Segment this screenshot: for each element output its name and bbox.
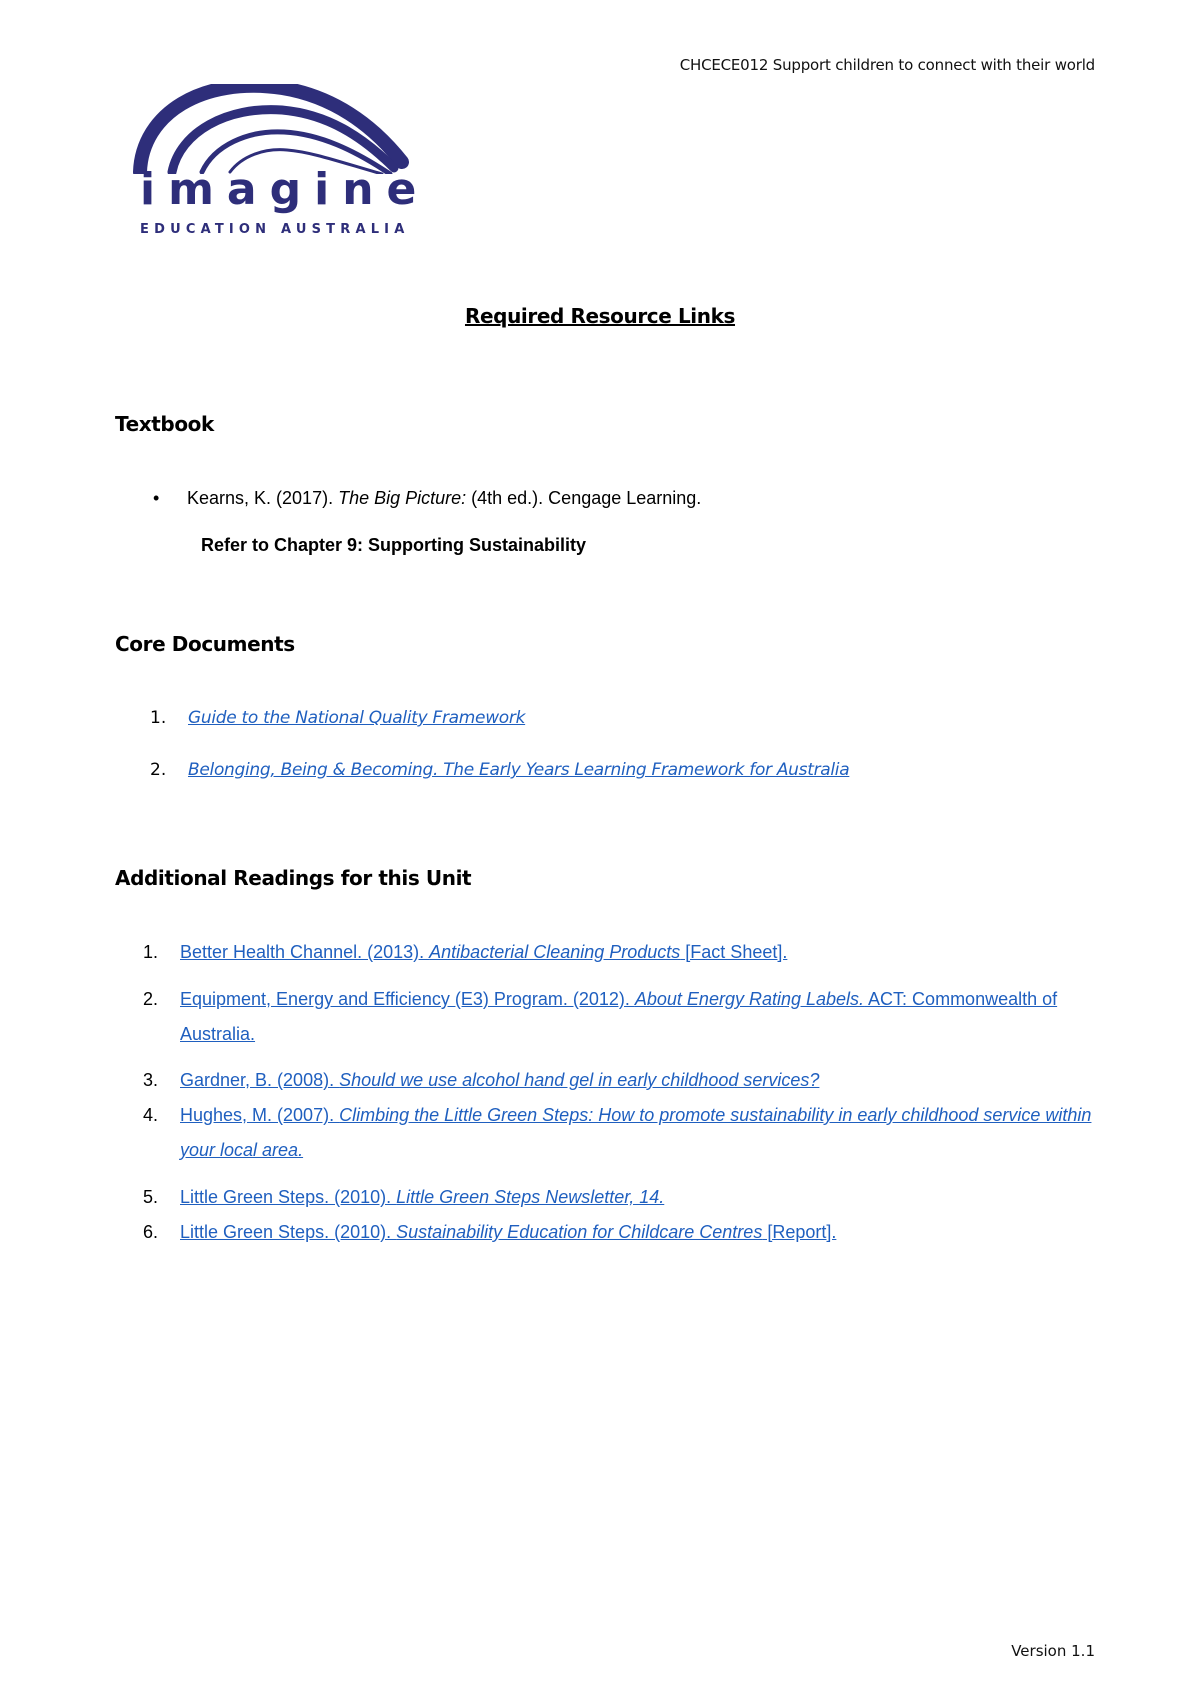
textbook-heading: Textbook <box>115 412 214 436</box>
bullet-icon: • <box>153 488 160 508</box>
list-number: 4. <box>143 1105 159 1125</box>
list-number: 3. <box>143 1070 159 1090</box>
list-number: 6. <box>143 1222 159 1242</box>
reading-link[interactable]: Little Green Steps. (2010). Sustainability Education for Childcare Centres [Report]. <box>180 1222 837 1242</box>
reading-link[interactable]: Gardner, B. (2008). Should we use alcohol hand gel in early childhood services? <box>180 1070 820 1090</box>
imagine-education-logo <box>132 84 432 244</box>
version-footer: Version 1.1 <box>1011 1642 1095 1660</box>
reading-link[interactable]: Better Health Channel. (2013). Antibacterial Cleaning Products [Fact Sheet]. <box>180 942 788 962</box>
reading-link[interactable]: Hughes, M. (2007). Climbing the Little Green Steps: How to promote sustainability in early childhood service within your local area. <box>180 1105 1092 1160</box>
logo-arcs-icon <box>132 84 432 174</box>
list-number: 2. <box>150 760 167 780</box>
chapter-note: Refer to Chapter 9: Supporting Sustainability <box>201 535 587 555</box>
reading-link[interactable]: Equipment, Energy and Efficiency (E3) Program. (2012). About Energy Rating Labels. ACT: Commonwealth of Australia. <box>180 989 1058 1044</box>
list-number: 2. <box>143 989 159 1009</box>
textbook-citation: Kearns, K. (2017). The Big Picture: (4th ed.). Cengage Learning. <box>187 488 702 508</box>
list-number: 5. <box>143 1187 159 1207</box>
running-header: CHCECE012 Support children to connect with their world <box>679 56 1095 74</box>
list-number: 1. <box>150 708 167 728</box>
core-document-link[interactable]: Guide to the National Quality Framework <box>188 708 526 728</box>
reading-link[interactable]: Little Green Steps. (2010). Little Green Steps Newsletter, 14. <box>180 1187 665 1207</box>
core-document-link[interactable]: Belonging, Being & Becoming. The Early Years Learning Framework for Australia <box>188 760 850 780</box>
additional-readings-heading: Additional Readings for this Unit <box>115 866 472 890</box>
core-documents-heading: Core Documents <box>115 632 295 656</box>
list-number: 1. <box>143 942 159 962</box>
page-title: Required Resource Links <box>464 304 736 328</box>
logo-wordmark: imagine <box>140 164 430 215</box>
logo-tagline: EDUCATION AUSTRALIA <box>140 222 410 237</box>
